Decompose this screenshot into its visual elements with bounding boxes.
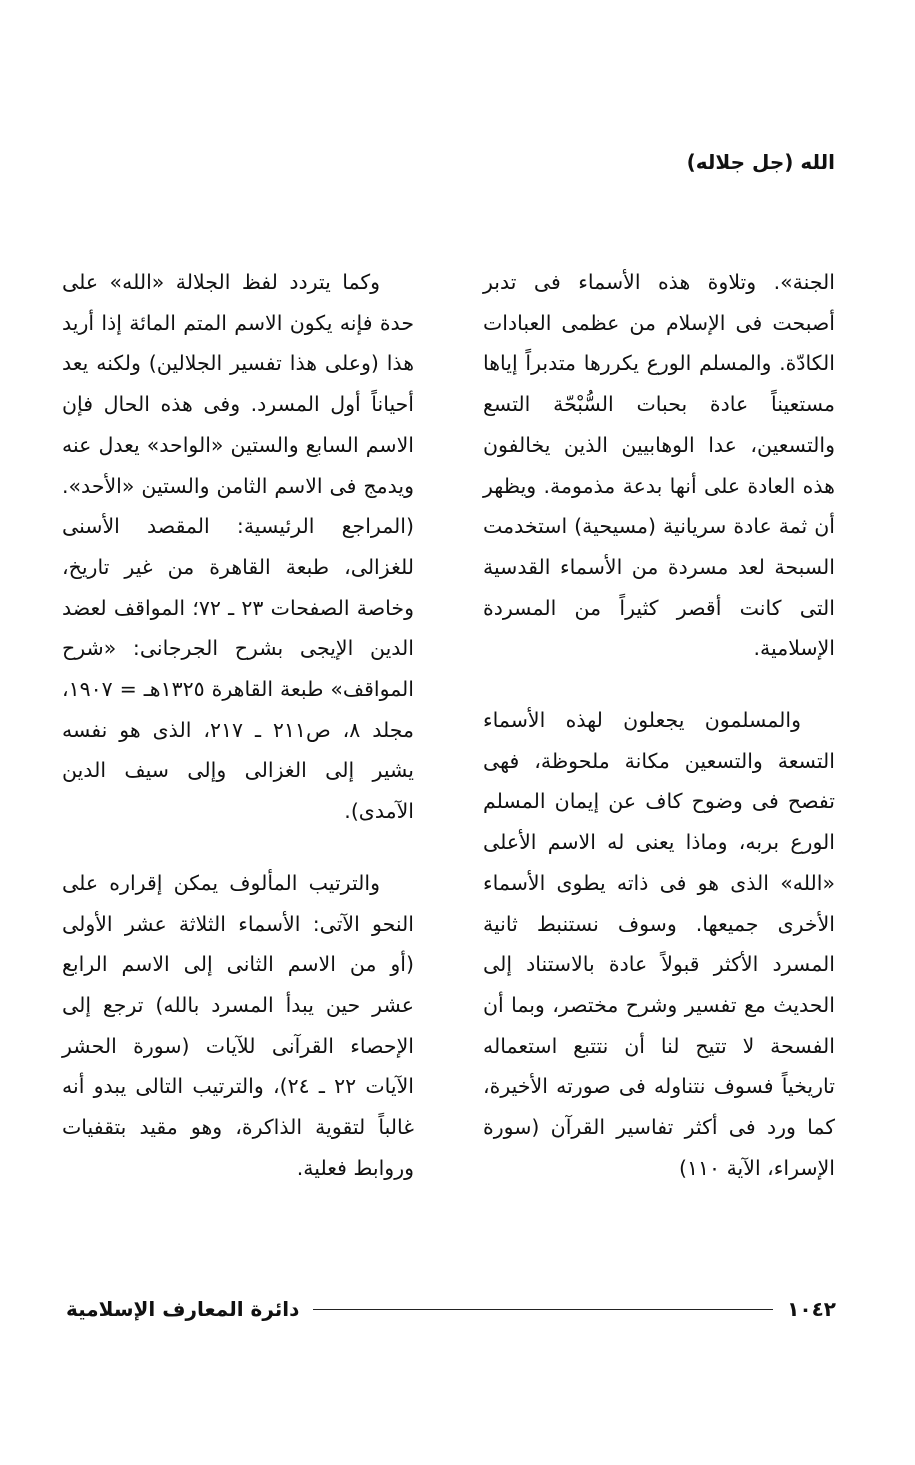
page-number: ١٠٤٢ [787,1297,836,1321]
page-footer [66,1295,836,1323]
left-column [62,262,414,1188]
running-header-title: الله (جل جلاله) [686,150,835,174]
left-column-paragraph-1: وكما يتردد لفظ الجلالة «الله» على حدة فإنه يكون الاسم المتم المائة إذا أريد هذا (وعلى هذا تفسير الجلالين) ولكنه يعد أحياناً أول المسرد. وفى هذه الحال فإن الاسم السابع والستين «الواحد» يعدل عنه ويدمج فى الاسم الثامن والستين «الأحد». (المراجع الرئيسية: المقصد الأسنى للغزالى، طبعة القاهرة من غير تاريخ، وخاصة الصفحات ٢٣ ـ ٧٢؛ المواقف لعضد الدين الإيجى بشرح الجرجانى: «شرح المواقف» طبعة القاهرة ١٣٢٥هـ = ١٩٠٧، مجلد ٨، ص٢١١ ـ ٢١٧، الذى هو نفسه يشير إلى الغزالى وإلى سيف الدين الآمدى). [62,270,415,824]
footer-rule [313,1309,773,1310]
right-column [483,262,835,1188]
right-column-paragraph-2: والمسلمون يجعلون لهذه الأسماء التسعة والتسعين مكانة ملحوظة، فهى تفصح فى وضوح كاف عن إيمان المسلم الورع بربه، وماذا يعنى له الاسم الأعلى «الله» الذى هو فى ذاته يطوى الأسماء الأخرى جميعها. وسوف نستنبط ثانية المسرد الأكثر قبولاً عادة بالاستناد إلى الحديث مع تفسير وشرح مختصر، وبما أن الفسحة لا تتيح لنا أن نتتبع استعماله تاريخياً فسوف نتناوله فى صورته الأخيرة، كما ورد فى أكثر تفاسير القرآن (سورة الإسراء، الآية ١١٠) [483,708,835,1180]
journal-title: دائرة المعارف الإسلامية [66,1297,300,1321]
left-column-paragraph-2: والترتيب المألوف يمكن إقراره على النحو الآتى: الأسماء الثلاثة عشر الأولى (أو من الاسم الثانى إلى الاسم الرابع عشر حين يبدأ المسرد بالله) ترجع إلى الإحصاء القرآنى للآيات (سورة الحشر الآيات ٢٢ ـ ٢٤)، والترتيب التالى يبدو أنه غالباً لتقوية الذاكرة، وهو مقيد بتقفيات وروابط فعلية. [62,870,414,1180]
right-column-paragraph-1: الجنة». وتلاوة هذه الأسماء فى تدبر أصبحت فى الإسلام من عظمى العبادات الكادّة. والمسلم الورع يكررها متدبراً إياها مستعيناً عادة بحبات السُّبْحّة التسع والتسعين، عدا الوهابيين الذين يخالفون هذه العادة على أنها بدعة مذمومة. ويظهر أن ثمة عادة سريانية (مسيحية) استخدمت السبحة لعد مسردة من الأسماء القدسية التى كانت أقصر كثيراً من المسردة الإسلامية. [483,270,835,661]
